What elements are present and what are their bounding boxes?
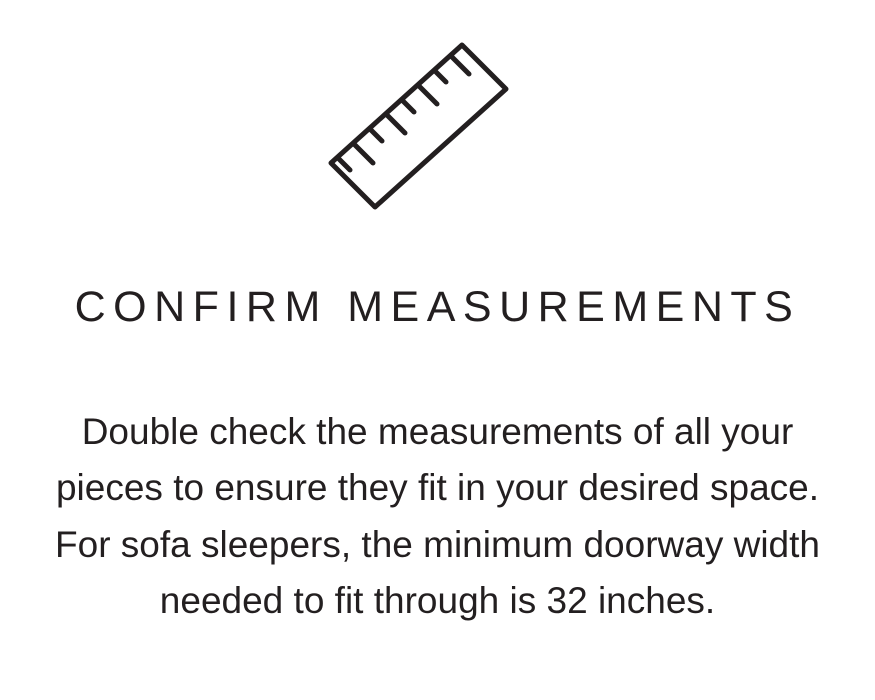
ruler-icon: [318, 34, 558, 224]
body-text: Double check the measurements of all your pieces to ensure they fit in your desired space. For sofa sleepers, the minimum doorway width needed to fit through is 32 inches.: [55, 411, 820, 621]
page-title: CONFIRM MEASUREMENTS: [74, 283, 801, 331]
